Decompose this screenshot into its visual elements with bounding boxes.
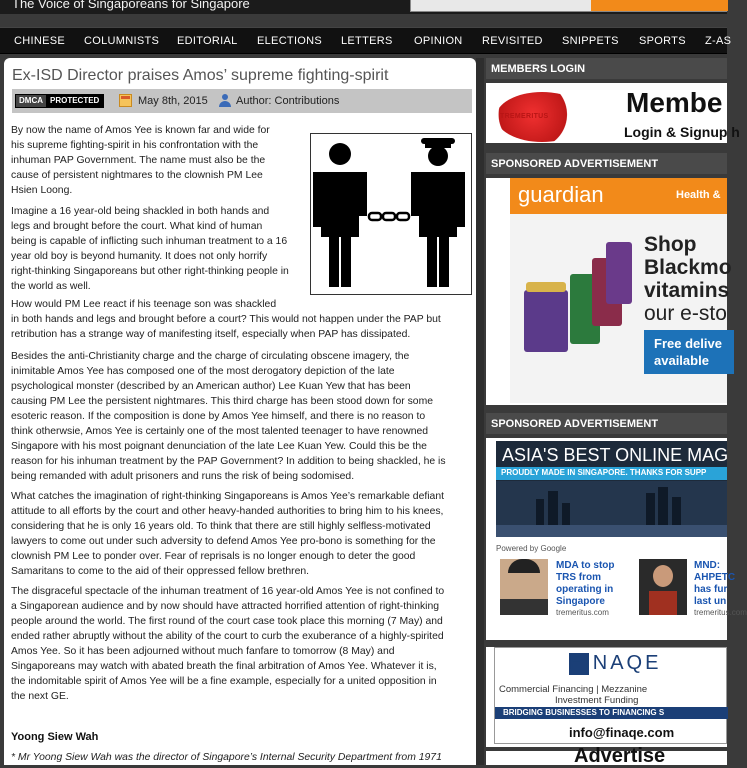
article-panel <box>4 58 476 765</box>
dmca-badge[interactable] <box>15 94 104 108</box>
nav-item-letters[interactable]: LETTERS <box>341 35 393 47</box>
powered-by-google: Powered by Google <box>496 544 567 553</box>
advertise-label: Advertise <box>574 745 666 767</box>
nav-item-columnists[interactable]: COLUMNISTS <box>84 35 160 47</box>
finaqe-logo: FINAQE <box>569 652 662 674</box>
user-icon <box>218 93 232 108</box>
dmca-badge-left: DMCA <box>16 95 46 107</box>
main-nav <box>0 27 732 54</box>
author-signature: Yoong Siew Wah <box>11 731 99 743</box>
nav-item-sports[interactable]: SPORTS <box>639 35 686 47</box>
article-paragraph-2: Imagine a 16 year-old being shackled in both hands and legs and brought before the court. What kind of human being is capable of inflicting such inhuman treatment to a 16 year old boy is beyond humanity. It does not only horrify right-thinking Singaporeans but other right-thinking people in the world as well. <box>11 206 289 292</box>
nav-item-snippets[interactable]: SNIPPETS <box>562 35 619 47</box>
advertise-banner[interactable] <box>486 745 727 767</box>
members-login-heading: MEMBERS LOGIN <box>486 58 727 79</box>
guardian-shop-text: Shop Blackmo vitamins our e-sto <box>644 233 732 325</box>
story-thumbnail-1[interactable] <box>500 559 548 615</box>
nav-item-chinese[interactable]: CHINESE <box>14 35 65 47</box>
story-source-2: tremeritus.com <box>694 608 747 617</box>
article-paragraph-1: By now the name of Amos Yee is known far and wide for his supreme fighting-spirit in his confrontation with the inhuman PAP Government. The name must also be the cause of persistent nightmares to the clownish PM Lee Hsien Loong. <box>11 125 270 196</box>
guardian-free-delivery-badge: Free delive available <box>644 330 734 374</box>
vitamin-bottle-4 <box>606 242 632 304</box>
finaqe-ad[interactable] <box>486 647 727 747</box>
sidebar <box>484 58 747 767</box>
sponsored-heading-1: SPONSORED ADVERTISEMENT <box>486 153 727 174</box>
finaqe-tagline-bar: BRIDGING BUSINESSES TO FINANCING S <box>495 707 728 719</box>
vitamin-cap-1 <box>526 282 566 292</box>
members-banner-subtitle: Login & Signup h <box>624 124 740 140</box>
article-title[interactable]: Ex-ISD Director praises Amos’ supreme fighting-spirit <box>12 67 389 84</box>
article-date: May 8th, 2015 <box>138 95 208 107</box>
nav-item-editorial[interactable]: EDITORIAL <box>177 35 238 47</box>
finaqe-ad-panel <box>494 647 727 744</box>
nav-item-z-as[interactable]: Z-AS <box>705 35 732 47</box>
story-title-1[interactable]: MDA to stop TRS from operating in Singapore <box>556 560 615 607</box>
nav-item-elections[interactable]: ELECTIONS <box>257 35 323 47</box>
article-author: Author: Contributions <box>236 95 340 107</box>
site-tagline: The Voice of Singaporeans for Singapore <box>12 0 250 11</box>
vitamin-bottle-1 <box>524 290 568 352</box>
article-meta-bar <box>12 89 472 113</box>
article-paragraph-4: Besides the anti-Christianity charge and the charge of circulating obscene imagery, the inimitable Amos Yee has composed one of the most derogatory depiction of the late psychological monster (described by an American author) Lee Kuan Yew that has been causing PM Lee the persistent nightmares. This third charge has been stood down for some esoteric reason. If the composition is done by Amos Yee himself, and there is no reason to think otherwsie, Amos Yee is certainly one of the most talented teenager to have renowned Singapore with his most poignant denunciation of the late Lee Kuan Yew. Could this be the reason for his inhuman treatment by the PAP Government? In addition to being shackled, he is being remanded with adult prisoners and runs the risk of being sodomised. <box>11 351 446 482</box>
top-banner <box>0 0 727 14</box>
story-thumbnail-2[interactable] <box>639 559 687 615</box>
article-paragraph-5: What catches the imagination of right-thinking Singaporeans is Amos Yee’s remarkable defiant attitude to all efforts by the court and other heavy-handed authorities to bring him to his knees, considering that he is only 16 years old. To think that there are still highly selfless-motivated lawyers to come out under such adversity to defend Amos Yee pro-bono is something for the clownish PM Lee to ponder over. Fear of reprisals is no longer enough to deter the good Samaritans to come to the aid of their oppressed fellow brethren. <box>11 491 445 577</box>
sponsored-heading-2: SPONSORED ADVERTISEMENT <box>486 413 727 434</box>
shackled-figures-image <box>310 133 472 295</box>
guardian-health-text: Health & <box>676 189 721 201</box>
finaqe-services-line-2: Investment Funding <box>555 695 639 706</box>
tremeritus-logo-text: TREMERITUS <box>500 113 549 120</box>
top-ad-banner[interactable] <box>410 0 727 12</box>
article-paragraph-6: The disgraceful spectacle of the inhuman treatment of 16 year-old Amos Yee is not confined to a Singaporean audience and by now should have attracted horrified attention of right-thinking people around the world. The first round of the court case took place this morning (7 May) and ended rather abruptly without the ability of the court to curb the exuberance of a highly-spirited Amos Yee. So it has been adjourned without much fanfare to tomorrow (8 May) and Singaporeans may watch with abated breath the final arbitration of Amos Yee. Whatever it is, the indomitable spirit of Amos Yee will be a fine example, especially for a united opposition in the next GE. <box>11 586 445 702</box>
author-bio: * Mr Yoong Siew Wah was the director of Singapore’s Internal Security Department from 1971 <box>11 752 442 763</box>
asia-mag-banner[interactable] <box>496 441 727 537</box>
nav-item-opinion[interactable]: OPINION <box>414 35 463 47</box>
column-divider <box>476 58 484 765</box>
finaqe-services-line-1: Commercial Financing | Mezzanine <box>499 684 648 695</box>
members-login-banner[interactable] <box>486 83 740 143</box>
finaqe-email[interactable]: info@finaqe.com <box>569 725 675 740</box>
dmca-badge-right: PROTECTED <box>46 95 103 107</box>
asia-mag-ad[interactable] <box>486 438 747 640</box>
guardian-logo: guardian <box>518 182 604 207</box>
asia-mag-title: ASIA'S BEST ONLINE MAG <box>502 445 729 465</box>
nav-item-revisited[interactable]: REVISITED <box>482 35 543 47</box>
guardian-ad[interactable] <box>486 178 732 405</box>
guardian-ad-panel <box>510 178 732 403</box>
article-paragraph-3: How would PM Lee react if his teenage son was shackled in both hands and legs and brought before a court? This would not happen under the PAP but retribution has a strange way of manifesting itself, especially when PAP has dissipated. <box>11 299 441 340</box>
top-ad-orange-panel <box>591 0 728 11</box>
members-banner-title: Membe <box>626 87 723 118</box>
asia-mag-subtitle: PROUDLY MADE IN SINGAPORE. THANKS FOR SUPP <box>496 467 727 480</box>
story-title-2[interactable]: MND: AHPETC has fur last un <box>694 560 736 607</box>
calendar-icon <box>119 94 132 107</box>
shackled-figures-icon <box>311 134 471 294</box>
story-source-1: tremeritus.com <box>556 608 609 617</box>
